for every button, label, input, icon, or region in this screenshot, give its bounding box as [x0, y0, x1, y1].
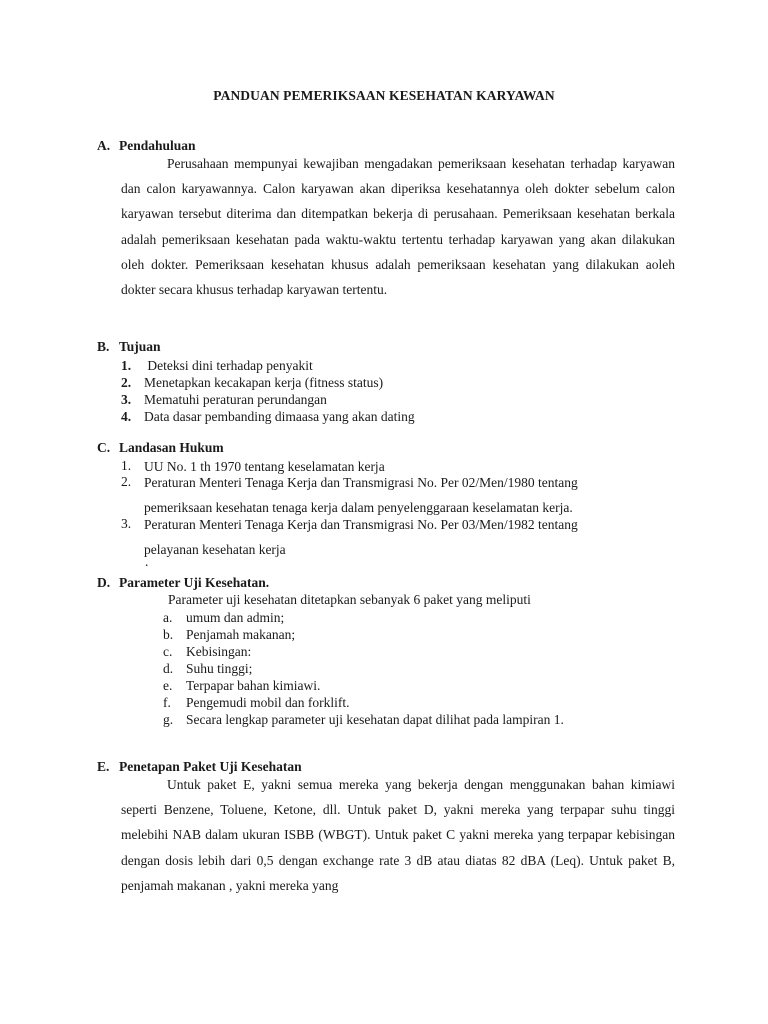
section-d-letter: D.	[97, 575, 111, 590]
list-item: a. umum dan admin;	[163, 610, 285, 625]
section-d-intro: Parameter uji kesehatan ditetapkan sebanyak 6 paket yang meliputi	[168, 592, 531, 607]
list-item: g. Secara lengkap parameter uji kesehatan dapat dilihat pada lampiran 1.	[163, 712, 564, 727]
list-item: 3. Mematuhi peraturan perundangan	[121, 392, 327, 407]
section-a-body: Perusahaan mempunyai kewajiban mengadakan pemeriksaan kesehatan terhadap karyawan dan calon karyawannya. Calon karyawan akan diperiksa kesehatannya oleh dokter sebelum calon karyawan tersebut diterima dan ditempatkan bekerja di perusahaan. Pemeriksaan kesehatan berkala adalah pemeriksaan kesehatan pada waktu-waktu tertentu terhadap karyawan yang akan dilakukan oleh dokter. Pemeriksaan kesehatan khusus adalah pemeriksaan kesehatan yang dilakukan aoleh dokter secara khusus terhadap karyawan tertentu.	[121, 156, 675, 298]
list-item: 1. Deteksi dini terhadap penyakit	[121, 358, 313, 373]
section-e-letter: E.	[97, 759, 110, 774]
list-item: c. Kebisingan:	[163, 644, 252, 659]
legal-basis-item-1: 1. UU No. 1 th 1970 tentang keselamatan kerja	[121, 458, 385, 474]
section-a-title: Pendahuluan	[119, 138, 196, 153]
section-a-paragraph	[121, 151, 675, 302]
section-b-title: Tujuan	[119, 339, 161, 354]
legal-basis-item-3: 3. Peraturan Menteri Tenaga Kerja dan Transmigrasi No. Per 03/Men/1982 tentang pelayanan kesehatan kerja	[121, 516, 578, 557]
section-b-heading	[97, 339, 161, 355]
list-item: e. Terpapar bahan kimiawi.	[163, 678, 321, 693]
list-item: b. Penjamah makanan;	[163, 627, 296, 642]
page-title: PANDUAN PEMERIKSAAN KESEHATAN KARYAWAN	[213, 88, 555, 103]
section-d-heading	[97, 575, 269, 591]
section-e-paragraph	[121, 772, 675, 898]
objectives-list	[121, 357, 675, 425]
section-b-letter: B.	[97, 339, 110, 354]
parameter-list	[163, 609, 564, 728]
section-c-heading	[97, 440, 224, 456]
list-item: 2. Menetapkan kecakapan kerja (fitness status)	[121, 375, 384, 390]
section-c-title: Landasan Hukum	[119, 440, 224, 455]
stray-dot: .	[145, 554, 149, 569]
list-item: 4. Data dasar pembanding dimaasa yang akan dating	[121, 409, 415, 424]
section-d-title: Parameter Uji Kesehatan.	[119, 575, 270, 590]
section-c-letter: C.	[97, 440, 111, 455]
section-e-title: Penetapan Paket Uji Kesehatan	[119, 759, 302, 774]
legal-basis-item-2: 2. Peraturan Menteri Tenaga Kerja dan Transmigrasi No. Per 02/Men/1980 tentang pemeriksaan kesehatan tenaga kerja dalam penyelenggaraan keselamatan kerja.	[121, 474, 578, 515]
section-e-body: Untuk paket E, yakni semua mereka yang bekerja dengan menggunakan bahan kimiawi seperti Benzene, Toluene, Ketone, dll. Untuk paket D, yakni mereka yang terpapar suhu tinggi melebihi NAB dalam ukuran ISBB (WBGT). Untuk paket C yakni mereka yang terpapar kebisingan dengan dosis lebih dari 0,5 dengan exchange rate 3 dB atau diatas 82 dBA (Leq). Untuk paket B, penjamah makanan , yakni mereka yang	[121, 777, 675, 893]
section-a-letter: A.	[97, 138, 111, 153]
list-item: f. Pengemudi mobil dan forklift.	[163, 695, 350, 710]
list-item: d. Suhu tinggi;	[163, 661, 253, 676]
